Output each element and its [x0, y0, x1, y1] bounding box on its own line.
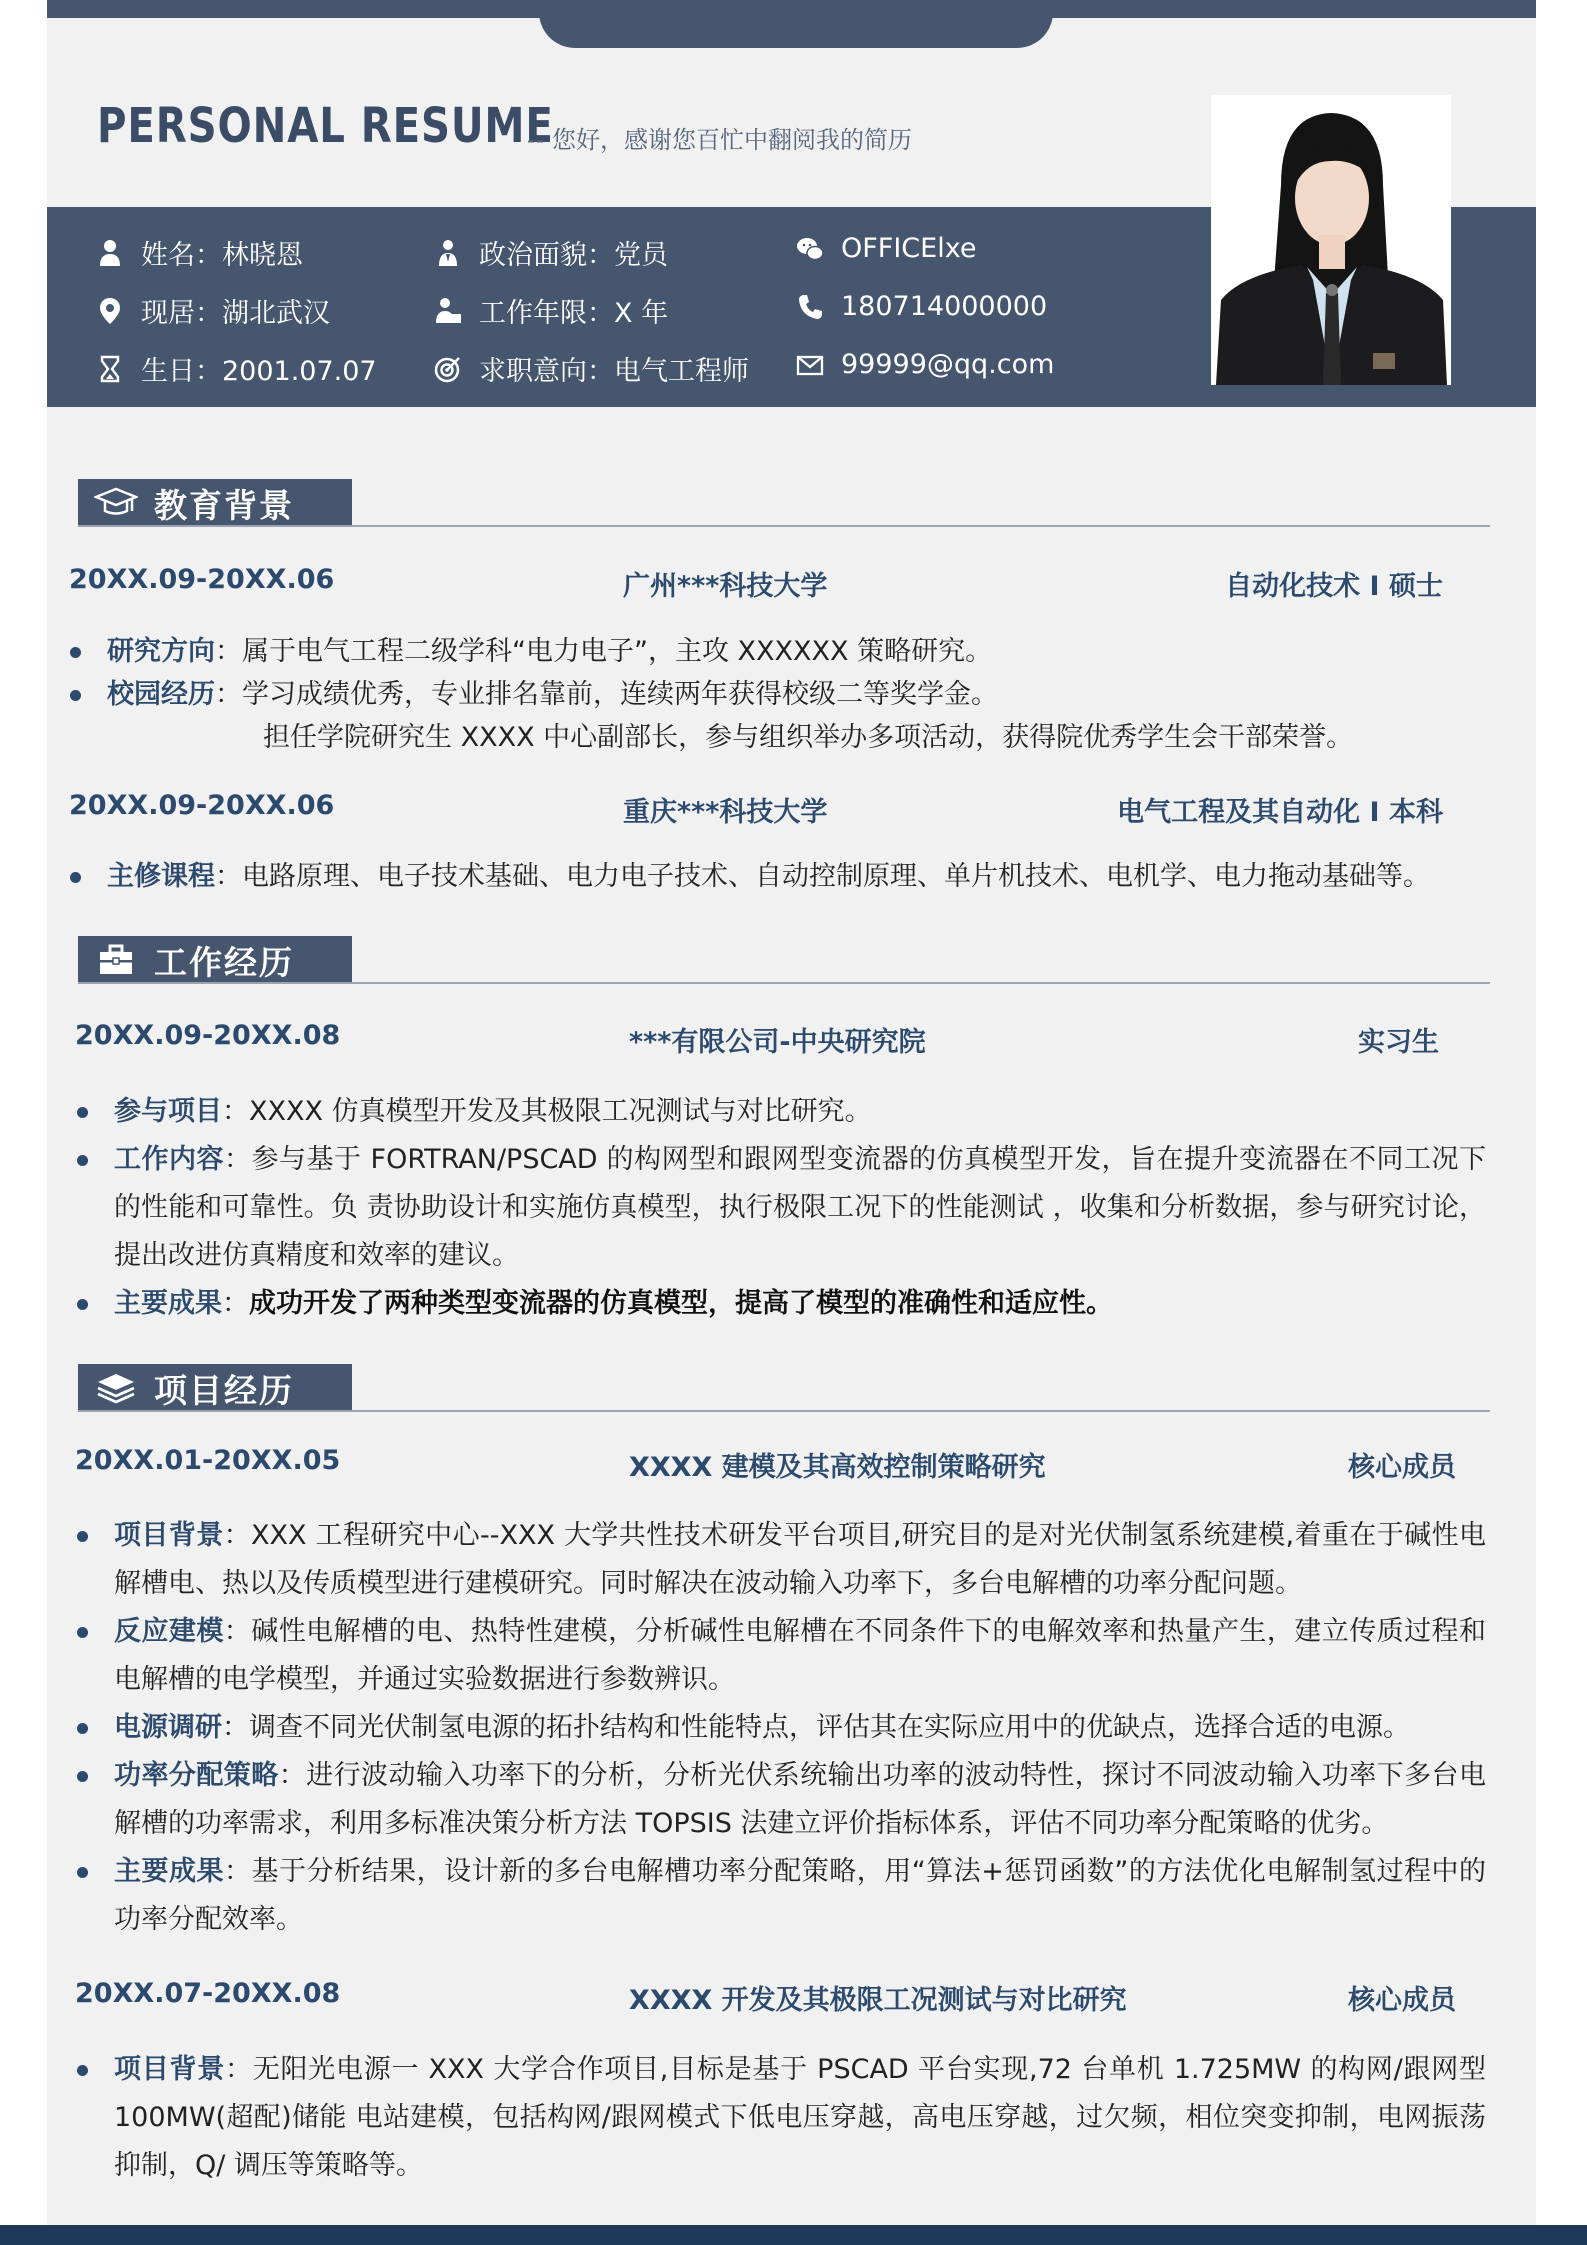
info-location-text: 现居：湖北武汉	[141, 298, 330, 329]
info-years-text: 工作年限：X 年	[479, 298, 669, 329]
bullet-dot	[77, 1867, 88, 1878]
bullet-text: ：XXX 工程研究中心--XXX 大学共性技术研发平台项目,研究目的是对光伏制氢系统建模,着重在于碱性电解槽电、热以及传质模型进行建模研究。同时解决在波动输入功率下，多台电解槽的功率分配问题。	[114, 1520, 1487, 1599]
bullet-dot	[77, 1627, 88, 1638]
worker-icon	[433, 296, 463, 326]
bullet-key: 校园经历	[107, 679, 215, 710]
proj1-bullet-5	[114, 1848, 1486, 1944]
section-education-header	[78, 479, 352, 527]
work-company: ***有限公司-中央研究院	[629, 1027, 926, 1058]
bullet-key: 参与项目	[114, 1096, 222, 1127]
bullet-key: 项目背景	[114, 1520, 224, 1551]
bullet-text: ：基于分析结果，设计新的多台电解槽功率分配策略，用“算法+惩罚函数”的方法优化电解制氢过程中的功率分配效率。	[114, 1856, 1486, 1935]
bullet-text: ：学习成绩优秀，专业排名靠前，连续两年获得校级二等奖学金。	[215, 679, 998, 710]
bullet-key: 工作内容	[114, 1144, 224, 1175]
bullet-dot	[77, 1771, 88, 1782]
bullet-dot	[77, 1723, 88, 1734]
bullet-key: 主要成果	[114, 1288, 222, 1319]
person-icon	[95, 238, 125, 268]
info-name-text: 姓名：林晓恩	[141, 240, 303, 271]
proj1-title: XXXX 建模及其高效控制策略研究	[629, 1452, 1046, 1483]
info-birthday-text: 生日：2001.07.07	[141, 356, 377, 387]
bullet-text: ：调查不同光伏制氢电源的拓扑结构和性能特点，评估其在实际应用中的优缺点，选择合适的电源。	[222, 1712, 1410, 1743]
location-pin-icon	[95, 296, 125, 326]
bullet-text: ：参与基于 FORTRAN/PSCAD 的构网型和跟网型变流器的仿真模型开发，旨在提升变流器在不同工况下的性能和可靠性。负 责协助设计和实施仿真模型，执行极限工况下的性能测试 ，收集和分析数据，参与研究讨论，提出改进仿真精度和效率的建议。	[114, 1144, 1486, 1271]
proj2-date: 20XX.07-20XX.08	[75, 1978, 341, 2009]
section-education	[78, 479, 1490, 527]
work-date: 20XX.09-20XX.08	[75, 1020, 341, 1051]
proj1-role: 核心成员	[1348, 1452, 1456, 1483]
section-divider	[78, 1410, 1490, 1412]
proj2-bullet-1	[114, 2046, 1486, 2190]
edu1-bullet-1	[107, 628, 1487, 676]
bullet-text: ：无阳光电源一 XXX 大学合作项目,目标是基于 PSCAD 平台实现,72 台单机 1.725MW 的构网/跟网型 100MW(超配)储能 电站建模，包括构网/跟网模式下低电压穿越，高电压穿越，过欠频，相位突变抑制，电网振荡抑制，Q/ 调压等策略等。	[114, 2054, 1486, 2181]
resume-title: PERSONAL RESUME	[97, 98, 554, 154]
bullet-key: 主要成果	[114, 1856, 225, 1887]
section-work-title: 工作经历	[154, 942, 294, 982]
proj2-title: XXXX 开发及其极限工况测试与对比研究	[629, 1985, 1127, 2016]
section-divider	[78, 982, 1490, 984]
phone-icon	[795, 292, 825, 322]
edu2-school: 重庆***科技大学	[623, 797, 828, 828]
info-intent	[433, 349, 749, 388]
bullet-dot	[77, 1107, 88, 1118]
info-wechat	[795, 233, 976, 264]
hourglass-icon	[95, 354, 125, 384]
bullet-dot	[77, 2065, 88, 2076]
edu2-major: 电气工程及其自动化 Ⅰ 本科	[1117, 797, 1443, 828]
edu1-bullet-2	[107, 671, 1487, 719]
info-name	[95, 233, 303, 272]
bullet-dot	[77, 1531, 88, 1542]
bullet-text: ：进行波动输入功率下的分析，分析光伏系统输出功率的波动特性，探讨不同波动输入功率下多台电解槽的功率需求，利用多标准决策分析方法 TOPSIS 法建立评价指标体系，评估不同功率分配策略的优劣。	[114, 1760, 1487, 1839]
edu1-bullet-2-extra: 担任学院研究生 XXXX 中心副部长，参与组织举办多项活动，获得院优秀学生会干部荣誉。	[263, 722, 1354, 753]
bullet-key: 功率分配策略	[114, 1760, 279, 1791]
bullet-key: 研究方向	[107, 636, 215, 667]
bullet-text: ：电路原理、电子技术基础、电力电子技术、自动控制原理、单片机技术、电机学、电力拖动基础等。	[215, 861, 1430, 892]
section-project-title: 项目经历	[154, 1370, 294, 1410]
info-intent-text: 求职意向：电气工程师	[479, 356, 749, 387]
section-work-header	[78, 936, 352, 984]
info-wechat-text: OFFICElxe	[841, 233, 977, 264]
work-bullet-2	[114, 1136, 1486, 1280]
work-bullet-3	[114, 1280, 1486, 1328]
briefcase-icon	[94, 942, 138, 978]
layers-icon	[94, 1370, 138, 1406]
bullet-dot	[70, 872, 81, 883]
info-email	[795, 349, 1054, 380]
edu2-date: 20XX.09-20XX.06	[69, 790, 335, 821]
greeting-text: -- 您好，感谢您百忙中翻阅我的简历	[527, 126, 912, 154]
work-role: 实习生	[1358, 1027, 1439, 1058]
bullet-key: 反应建模	[114, 1616, 224, 1647]
profile-photo	[1211, 95, 1451, 385]
bullet-key: 主修课程	[107, 861, 215, 892]
wechat-icon	[795, 234, 825, 264]
bullet-dot	[77, 1155, 88, 1166]
bullet-strong-text: 成功开发了两种类型变流器的仿真模型，提高了模型的准确性和适应性。	[249, 1288, 1113, 1319]
info-phone	[795, 291, 1047, 322]
info-politics	[433, 233, 668, 272]
party-member-icon	[433, 238, 463, 268]
section-divider	[78, 525, 1490, 527]
info-email-text: 99999@qq.com	[841, 349, 1055, 380]
edu1-major: 自动化技术 Ⅰ 硕士	[1225, 571, 1443, 602]
bullet-text: ：	[222, 1288, 249, 1319]
info-location	[95, 291, 330, 330]
proj2-role: 核心成员	[1348, 1985, 1456, 2016]
info-years	[433, 291, 668, 330]
bullet-key: 项目背景	[114, 2054, 225, 2085]
bullet-text: ：属于电气工程二级学科“电力电子”，主攻 XXXXXX 策略研究。	[215, 636, 993, 667]
bullet-dot	[70, 690, 81, 701]
target-icon	[433, 354, 463, 384]
edu1-date: 20XX.09-20XX.06	[69, 564, 335, 595]
info-phone-text: 180714000000	[841, 291, 1048, 322]
section-education-title: 教育背景	[154, 485, 294, 525]
bullet-key: 电源调研	[114, 1712, 222, 1743]
section-project-header	[78, 1364, 352, 1412]
top-tab	[539, 0, 1053, 48]
proj1-date: 20XX.01-20XX.05	[75, 1445, 341, 1476]
bottom-bar	[0, 2225, 1587, 2245]
proj1-bullet-3	[114, 1704, 1514, 1752]
work-bullet-1	[114, 1088, 1486, 1136]
graduation-cap-icon	[94, 485, 138, 521]
mail-icon	[795, 350, 825, 380]
proj1-bullet-2	[114, 1608, 1486, 1704]
section-work	[78, 936, 1490, 984]
edu2-bullet-1	[107, 853, 1527, 901]
proj1-bullet-4	[114, 1752, 1486, 1848]
bullet-dot	[70, 647, 81, 658]
bullet-dot	[77, 1299, 88, 1310]
proj1-bullet-1	[114, 1512, 1486, 1608]
edu1-school: 广州***科技大学	[623, 571, 828, 602]
bullet-text: ：XXXX 仿真模型开发及其极限工况测试与对比研究。	[222, 1096, 872, 1127]
bullet-text: ：碱性电解槽的电、热特性建模，分析碱性电解槽在不同条件下的电解效率和热量产生，建立传质过程和电解槽的电学模型，并通过实验数据进行参数辨识。	[114, 1616, 1486, 1695]
info-politics-text: 政治面貌：党员	[479, 240, 668, 271]
info-birthday	[95, 349, 377, 388]
section-project	[78, 1364, 1490, 1412]
